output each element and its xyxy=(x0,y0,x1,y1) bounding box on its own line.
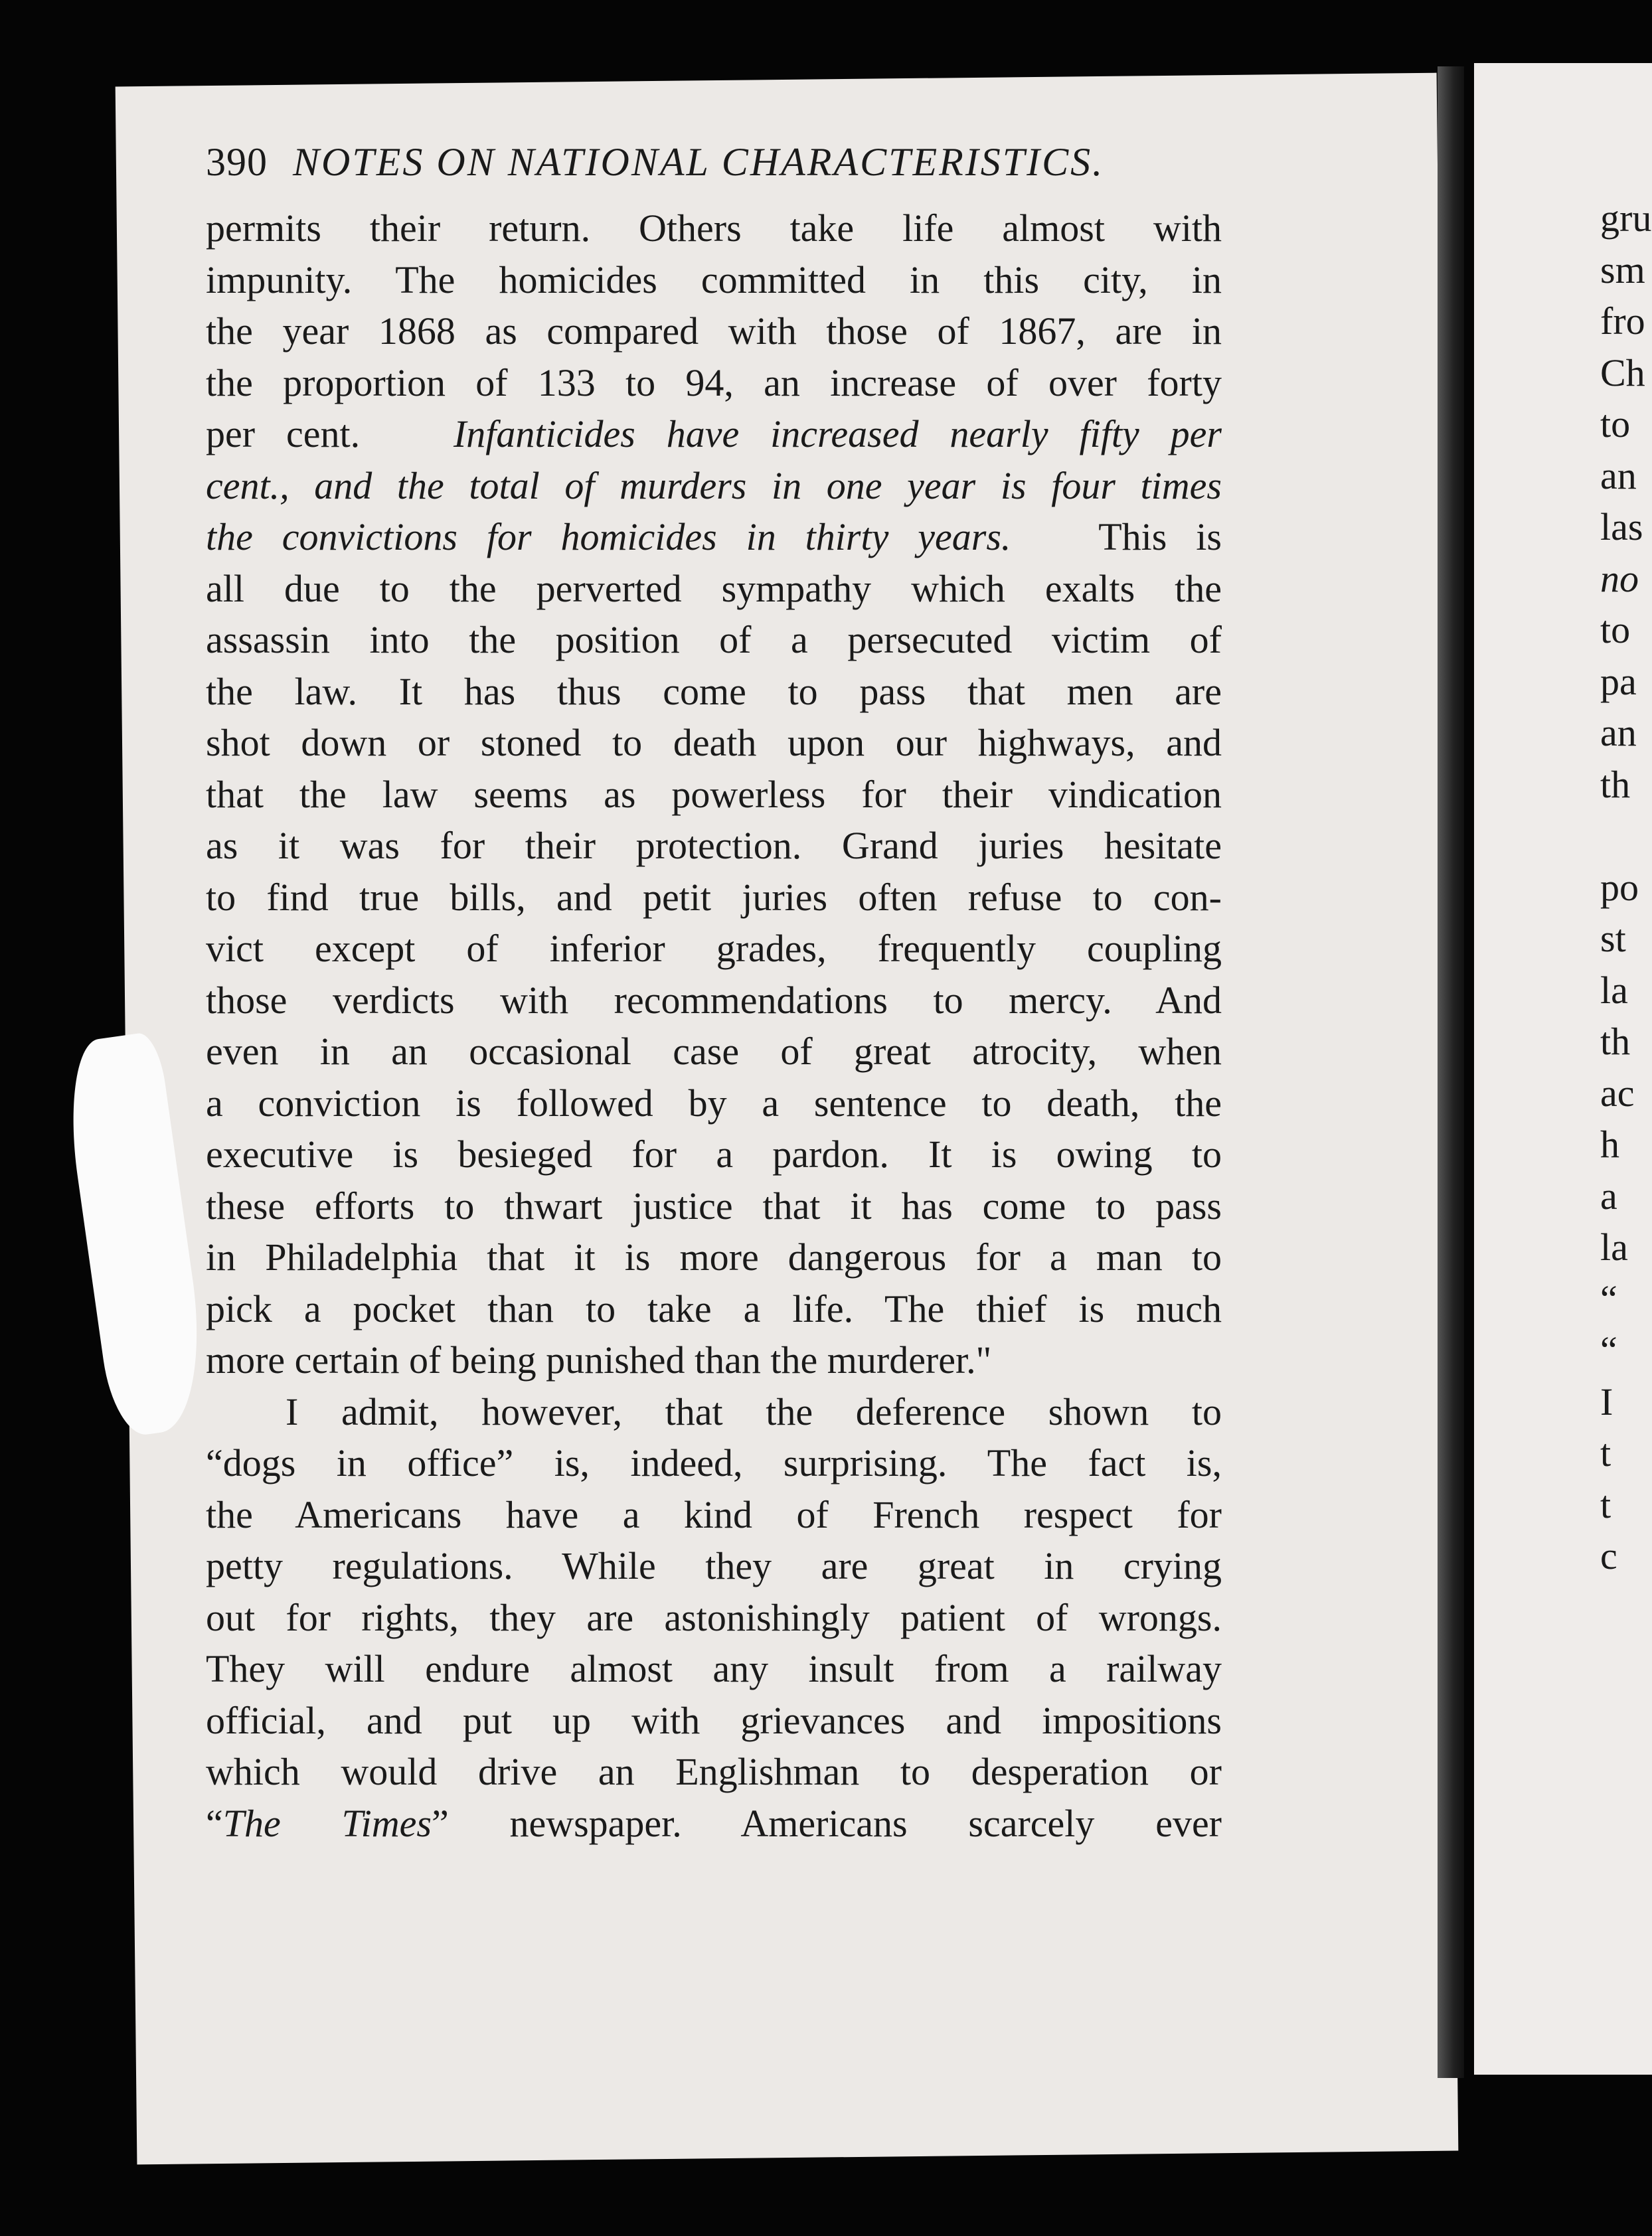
facing-line: Ch xyxy=(1600,351,1645,394)
text-line: the Americans have a kind of French respect for xyxy=(206,1492,1222,1536)
open-quote: “ xyxy=(206,1801,223,1845)
body-text xyxy=(206,202,1222,1849)
text-line: that the law seems as powerless for their vindication xyxy=(206,772,1222,816)
facing-line: gru xyxy=(1600,197,1652,240)
running-title: NOTES ON NATIONAL CHARACTERISTICS. xyxy=(293,140,1105,184)
text-line: those verdicts with recommendations to mercy. And xyxy=(206,978,1222,1022)
text-fragment: This is xyxy=(1098,515,1222,558)
text-line: pick a pocket than to take a life. The thief is much xyxy=(206,1287,1222,1330)
italic-line: cent., and the total of murders in one year is four times xyxy=(206,463,1222,507)
text-line: They will endure almost any insult from a railway xyxy=(206,1647,1222,1690)
facing-line: th xyxy=(1600,1020,1631,1063)
facing-line: “ xyxy=(1600,1328,1617,1372)
text-line: vict except of inferior grades, frequently coupling xyxy=(206,927,1222,970)
text-line: official, and put up with grievances and impositions xyxy=(206,1698,1222,1742)
text-line: all due to the perverted sympathy which exalts the xyxy=(206,566,1222,610)
text-line: more certain of being punished than the murderer." xyxy=(206,1338,992,1382)
facing-line: st xyxy=(1600,917,1626,960)
text-line: assassin into the position of a persecuted victim of xyxy=(206,618,1222,661)
facing-line: la xyxy=(1600,968,1628,1012)
text-line: to find true bills, and petit juries often refuse to con- xyxy=(206,875,1222,919)
facing-line: no xyxy=(1600,556,1639,600)
facing-line: t xyxy=(1600,1482,1611,1526)
running-head xyxy=(206,139,1295,185)
text-line: permits their return. Others take life almost with xyxy=(206,206,1222,250)
facing-line: “ xyxy=(1600,1277,1617,1320)
text-line-mixed xyxy=(206,1798,1222,1850)
text-fragment: per cent. xyxy=(206,412,361,455)
text-line-mixed xyxy=(206,408,1222,460)
facing-line: sm xyxy=(1600,248,1645,291)
text-line: as it was for their protection. Grand juries hesitate xyxy=(206,824,1222,867)
page-number: 390 xyxy=(206,140,268,184)
facing-line: fro xyxy=(1600,299,1645,343)
facing-line: I xyxy=(1600,1380,1613,1423)
facing-line: an xyxy=(1600,711,1637,754)
facing-line: c xyxy=(1600,1534,1617,1577)
text-line: the year 1868 as compared with those of 1867, are in xyxy=(206,309,1222,353)
text-line: shot down or stoned to death upon our highways, and xyxy=(206,721,1222,764)
book-spine-shadow xyxy=(1438,66,1464,2078)
text-line: the proportion of 133 to 94, an increase of over forty xyxy=(206,360,1222,404)
text-line: these efforts to thwart justice that it has come to pass xyxy=(206,1184,1222,1228)
text-line: the law. It has thus come to pass that men are xyxy=(206,669,1222,713)
text-line: in Philadelphia that it is more dangerous for a man to xyxy=(206,1236,1222,1279)
facing-line: h xyxy=(1600,1123,1619,1166)
facing-line: po xyxy=(1600,865,1639,909)
text-line: even in an occasional case of great atrocity, when xyxy=(206,1030,1222,1073)
italic-fragment: the convictions for homicides in thirty years. xyxy=(206,515,1011,558)
paragraph-start-line: I admit, however, that the deference shown to xyxy=(286,1390,1222,1433)
facing-line: to xyxy=(1600,402,1631,445)
facing-line: an xyxy=(1600,453,1637,497)
facing-line: th xyxy=(1600,762,1631,806)
italic-fragment: Infanticides have increased nearly fifty per xyxy=(453,412,1222,455)
facing-line: las xyxy=(1600,505,1643,548)
facing-line: ac xyxy=(1600,1071,1635,1115)
facing-line xyxy=(1600,810,1651,862)
text-line: impunity. The homicides committed in this city, in xyxy=(206,258,1222,301)
facing-line: pa xyxy=(1600,659,1637,703)
text-fragment: ” newspaper. Americans scarcely ever xyxy=(431,1801,1222,1845)
text-line: “dogs in office” is, indeed, surprising. The fact is, xyxy=(206,1441,1222,1484)
text-line: which would drive an Englishman to desperation or xyxy=(206,1750,1222,1793)
text-line: executive is besieged for a pardon. It is owing to xyxy=(206,1133,1222,1176)
newspaper-title: The Times xyxy=(222,1801,432,1845)
page-damage-mark-lower xyxy=(143,1248,183,1421)
text-line-mixed xyxy=(206,511,1222,563)
facing-line: a xyxy=(1600,1174,1617,1218)
text-line: a conviction is followed by a sentence to death, the xyxy=(206,1081,1222,1125)
facing-page-text xyxy=(1600,193,1651,1582)
facing-line: to xyxy=(1600,608,1631,651)
facing-line: la xyxy=(1600,1226,1628,1269)
facing-line: t xyxy=(1600,1431,1611,1475)
text-line: petty regulations. While they are great in crying xyxy=(206,1544,1222,1587)
text-line: out for rights, they are astonishingly patient of wrongs. xyxy=(206,1595,1222,1639)
